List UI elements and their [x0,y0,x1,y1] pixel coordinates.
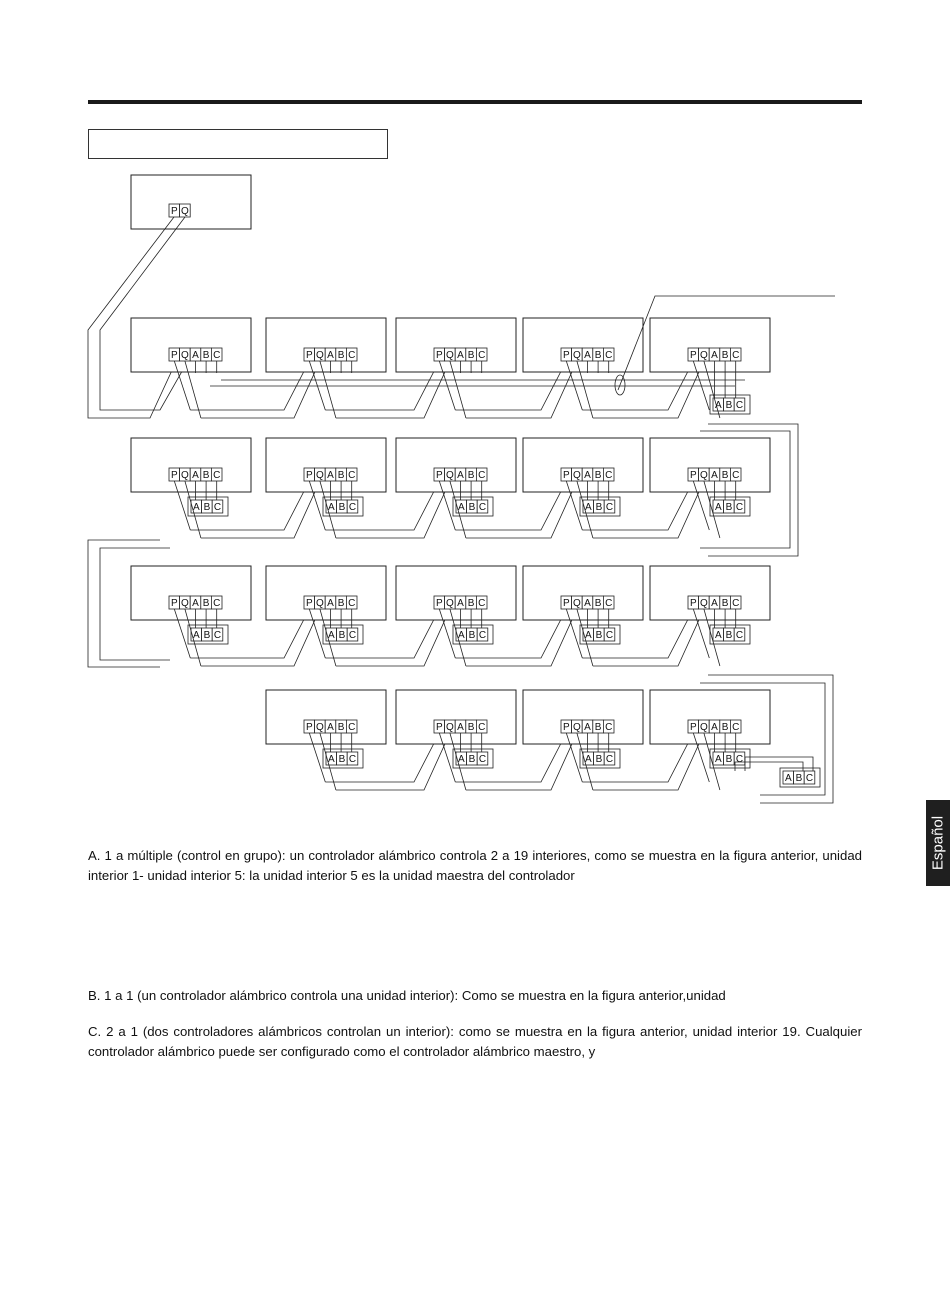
unit-terminals [688,720,741,733]
second-controller-terminals [783,771,815,784]
terminal-label: C [348,630,357,641]
terminal-label: A [327,350,334,361]
terminal-label: B [721,598,729,609]
terminal-label: C [348,754,357,765]
terminal-label: A [584,722,591,733]
terminal-label: B [468,630,476,641]
controller-terminals [713,752,745,765]
terminal-label: B [202,350,210,361]
terminal-label: Q [316,722,324,733]
terminal-label: Q [316,350,324,361]
master-controller-box [131,175,251,229]
terminal-label: B [203,502,211,513]
controller-terminals [191,628,223,641]
terminal-label: B [468,754,476,765]
indoor-unit-box [131,318,251,372]
terminal-label: A [457,470,464,481]
indoor-unit-box [131,566,251,620]
indoor-unit-box [396,318,516,372]
terminal-label: Q [181,470,189,481]
terminal-label: B [467,598,475,609]
terminal-label: P [170,470,178,481]
terminal-label: B [721,722,729,733]
terminal-label: A [584,350,591,361]
terminal-label: P [305,350,313,361]
terminal-label: Q [181,350,189,361]
indoor-unit-box [396,690,516,744]
terminal-label: C [213,350,221,361]
indoor-unit-box [650,566,770,620]
terminal-label: A [584,470,591,481]
unit-terminals [434,348,487,361]
terminal-label: C [213,470,221,481]
terminal-label: P [170,350,178,361]
unit-terminals [688,348,741,361]
terminal-label: P [562,470,570,481]
indoor-unit-box [523,438,643,492]
unit-terminals [688,596,741,609]
terminal-label: B [594,722,602,733]
controller-terminals [583,752,615,765]
terminal-label: Q [573,470,581,481]
terminal-label: B [203,630,211,641]
indoor-unit-box [523,566,643,620]
terminal-label: B [795,773,803,784]
terminal-label: P [689,470,697,481]
terminal-label: A [457,502,465,513]
terminal-label: A [457,722,464,733]
terminal-label: P [435,470,443,481]
terminal-label: A [327,630,335,641]
terminal-label: B [595,502,603,513]
terminal-label: A [584,598,591,609]
terminal-label: C [605,722,613,733]
terminal-label: C [605,502,614,513]
terminal-label: C [732,598,740,609]
terminal-label: C [478,470,486,481]
terminal-label: C [478,722,486,733]
terminal-label: B [721,470,729,481]
terminal-label: B [202,470,210,481]
terminal-label: A [711,722,718,733]
terminal-label: A [711,598,718,609]
terminal-label: A [327,598,334,609]
terminal-label: A [457,754,465,765]
terminal-label: C [478,350,486,361]
terminal-label: Q [700,350,708,361]
terminal-label: A [714,630,722,641]
controller-terminals [456,752,488,765]
unit-terminals [169,596,222,609]
unit-terminals [169,348,222,361]
terminal-label: A [192,470,199,481]
terminal-label: C [735,754,744,765]
terminal-label: C [478,598,486,609]
indoor-unit-box [650,690,770,744]
terminal-label: P [689,722,697,733]
terminal-label: C [732,722,740,733]
terminal-label: Q [316,598,324,609]
terminal-label: C [605,470,613,481]
controller-terminals [326,752,358,765]
terminal-label: A [327,722,334,733]
terminal-label: B [467,722,475,733]
indoor-unit-box [650,318,770,372]
indoor-unit-box [266,690,386,744]
terminal-label: C [213,502,222,513]
terminal-label: C [478,630,487,641]
unit-terminals [169,468,222,481]
terminal-label: C [605,598,613,609]
terminal-label: A [711,470,718,481]
terminal-label: A [784,773,792,784]
paragraph-a: A. 1 a múltiple (control en grupo): un controlador alámbrico controla 2 a 19 interiores, como se muestra en la figura anterior, unidad interior 1- unidad interior 5: la unidad interior 5 es la unidad maestra del controlador [88,848,862,883]
controller-terminals [456,628,488,641]
indoor-unit-box [266,438,386,492]
terminal-label: P [305,470,313,481]
terminal-label: B [337,350,345,361]
terminal-label: B [337,470,345,481]
terminal-label: B [725,400,733,411]
controller-terminals [713,628,745,641]
terminal-label: B [467,350,475,361]
unit-terminals [688,468,741,481]
controller-terminals [326,628,358,641]
unit-terminals [561,596,614,609]
terminal-label: C [213,598,221,609]
terminal-label: A [584,754,592,765]
terminal-label: Q [181,598,189,609]
terminal-label: P [170,206,178,217]
terminal-label: C [213,630,222,641]
terminal-label: P [170,598,178,609]
terminal-label: P [562,350,570,361]
indoor-unit-box [266,318,386,372]
terminal-label: B [725,502,733,513]
terminal-label: Q [446,470,454,481]
terminal-label: B [595,754,603,765]
terminal-label: Q [700,598,708,609]
terminal-label: A [327,502,335,513]
language-tab-label: Español [929,815,947,871]
terminal-label: A [457,630,465,641]
terminal-label: P [435,722,443,733]
terminal-label: A [714,754,722,765]
indoor-unit-box [523,318,643,372]
master-terminals [169,204,190,217]
terminal-label: A [327,470,334,481]
terminal-label: A [192,630,200,641]
terminal-label: A [192,502,200,513]
terminal-label: P [305,598,313,609]
terminal-label: Q [573,722,581,733]
terminal-label: C [348,350,356,361]
terminal-label: C [732,470,740,481]
terminal-label: C [478,754,487,765]
terminal-label: A [192,598,199,609]
unit-terminals [304,720,357,733]
terminal-label: B [594,598,602,609]
wire [100,217,185,410]
terminal-label: A [327,754,335,765]
terminal-label: C [735,400,744,411]
terminal-label: C [805,773,814,784]
terminal-label: P [305,722,313,733]
terminal-label: C [735,630,744,641]
terminal-label: B [721,350,729,361]
terminal-label: B [337,722,345,733]
terminal-label: P [689,350,697,361]
controller-terminals [191,500,223,513]
controller-terminals [456,500,488,513]
terminal-label: Q [181,206,189,217]
terminal-label: B [725,630,733,641]
terminal-label: B [594,470,602,481]
terminal-label: A [711,350,718,361]
terminal-label: Q [446,598,454,609]
terminal-label: B [467,470,475,481]
language-tab[interactable] [926,800,950,886]
indoor-unit-box [396,438,516,492]
terminal-label: B [725,754,733,765]
terminal-label: A [714,400,722,411]
terminal-label: A [457,598,464,609]
terminal-label: B [338,630,346,641]
terminal-label: A [584,630,592,641]
terminal-label: B [337,598,345,609]
unit-terminals [434,720,487,733]
terminal-label: Q [700,470,708,481]
terminal-label: C [605,754,614,765]
unit-terminals [561,468,614,481]
terminal-label: B [338,502,346,513]
terminal-label: C [605,350,613,361]
paragraph-c: C. 2 a 1 (dos controladores alámbricos controlan un interior): como se muestra en la figura anterior, unidad interior 19. Cualquier controlador alámbrico puede ser configurado como el controlador alámbrico maestro, y [88,1024,862,1059]
terminal-label: B [595,630,603,641]
terminal-label: A [584,502,592,513]
unit-terminals [434,596,487,609]
unit-terminals [561,720,614,733]
terminal-label: Q [446,722,454,733]
terminal-label: Q [573,598,581,609]
unit-terminals [304,468,357,481]
terminal-label: C [348,470,356,481]
paragraph-b: B. 1 a 1 (un controlador alámbrico controla una unidad interior): Como se muestra en la figura anterior,unidad [88,988,726,1003]
terminal-label: C [478,502,487,513]
terminal-label: C [605,630,614,641]
terminal-label: C [732,350,740,361]
terminal-label: A [192,350,199,361]
terminal-label: P [435,350,443,361]
terminal-label: C [348,502,357,513]
terminal-label: B [468,502,476,513]
indoor-unit-box [396,566,516,620]
terminal-label: P [562,598,570,609]
terminal-label: Q [700,722,708,733]
unit-terminals [304,348,357,361]
terminal-label: C [348,598,356,609]
indoor-unit-box [131,438,251,492]
terminal-label: P [689,598,697,609]
terminal-label: B [338,754,346,765]
terminal-label: B [202,598,210,609]
terminal-label: Q [573,350,581,361]
terminal-label: B [594,350,602,361]
indoor-unit-box [650,438,770,492]
terminal-label: C [348,722,356,733]
unit-terminals [434,468,487,481]
controller-terminals [583,500,615,513]
terminal-label: Q [316,470,324,481]
terminal-label: A [457,350,464,361]
controller-terminals [713,500,745,513]
unit-terminals [561,348,614,361]
terminal-label: Q [446,350,454,361]
indoor-unit-box [523,690,643,744]
controller-terminals [583,628,615,641]
indoor-unit-box [266,566,386,620]
terminal-label: A [714,502,722,513]
controller-terminals [326,500,358,513]
terminal-label: C [735,502,744,513]
unit-terminals [304,596,357,609]
terminal-label: P [562,722,570,733]
terminal-label: P [435,598,443,609]
